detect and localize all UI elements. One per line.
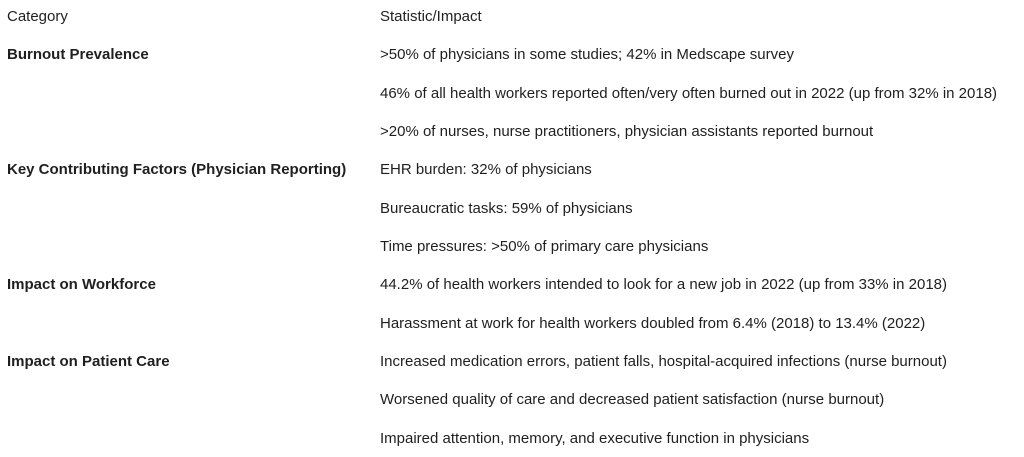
table-header-row bbox=[0, 0, 1024, 35]
row-category: Burnout Prevalence bbox=[7, 45, 149, 63]
row-statistic: 46% of all health workers reported often/very often burned out in 2022 (up from 32% in 2018) bbox=[380, 84, 998, 102]
row-statistic: Harassment at work for health workers doubled from 6.4% (2018) to 13.4% (2022) bbox=[380, 314, 926, 332]
table-row bbox=[0, 112, 1024, 150]
table-row bbox=[0, 419, 1024, 457]
row-statistic: Bureaucratic tasks: 59% of physicians bbox=[380, 199, 633, 217]
header-category: Category bbox=[7, 7, 68, 25]
header-statistic: Statistic/Impact bbox=[380, 7, 482, 25]
table-row bbox=[0, 304, 1024, 342]
row-statistic: Worsened quality of care and decreased patient satisfaction (nurse burnout) bbox=[380, 390, 885, 408]
row-category: Impact on Patient Care bbox=[7, 352, 170, 370]
row-statistic: EHR burden: 32% of physicians bbox=[380, 160, 592, 178]
table-row bbox=[0, 227, 1024, 265]
row-statistic: >20% of nurses, nurse practitioners, physician assistants reported burnout bbox=[380, 122, 874, 140]
table-row bbox=[0, 74, 1024, 112]
row-category: Impact on Workforce bbox=[7, 275, 156, 293]
row-statistic: 44.2% of health workers intended to look for a new job in 2022 (up from 33% in 2018) bbox=[380, 275, 948, 293]
table-row bbox=[0, 265, 1024, 303]
table-row bbox=[0, 380, 1024, 418]
table-row bbox=[0, 150, 1024, 188]
row-category: Key Contributing Factors (Physician Reporting) bbox=[7, 160, 347, 178]
row-statistic: Time pressures: >50% of primary care physicians bbox=[380, 237, 709, 255]
row-statistic: >50% of physicians in some studies; 42% in Medscape survey bbox=[380, 45, 794, 63]
row-statistic: Impaired attention, memory, and executive function in physicians bbox=[380, 429, 810, 447]
row-statistic: Increased medication errors, patient falls, hospital-acquired infections (nurse burnout) bbox=[380, 352, 947, 370]
table-row bbox=[0, 189, 1024, 227]
table-row bbox=[0, 35, 1024, 73]
table-row bbox=[0, 342, 1024, 380]
